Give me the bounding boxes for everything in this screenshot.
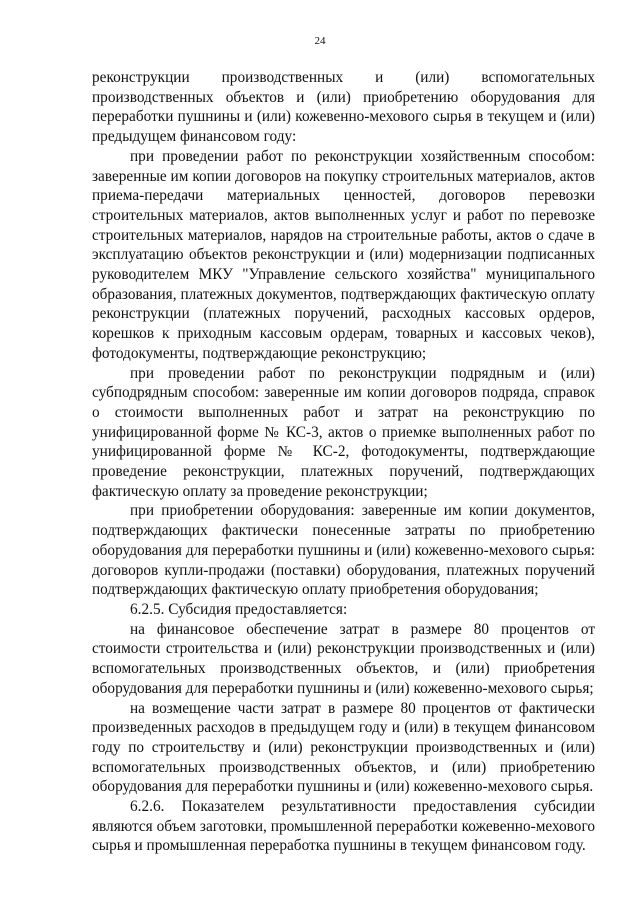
document-body — [92, 68, 595, 856]
paragraph-subsidy-heading: 6.2.5. Субсидия предоставляется: — [130, 600, 348, 618]
paragraph-financial-support: на финансовое обеспечение затрат в размере 80 процентов от стоимости строительства и (или) реконструкции производственных и (или) вспомогательных производственных объектов, и (или) приобретения оборудования для переработки пушнины и (или) кожевенно-мехового сырья; — [92, 620, 595, 697]
page-number: 24 — [314, 35, 326, 47]
paragraph-equipment-purchase: при приобретении оборудования: заверенные им копии документов, подтверждающих фактически понесенные затраты по приобретению оборудования для переработки пушнины и (или) кожевенно-мехового сырья: договоров купли-продажи (поставки) оборудования, платежных поручений подтверждающих фактическую оплату приобретения оборудования; — [92, 502, 595, 599]
paragraph-performance-indicator: 6.2.6. Показателем результативности предоставления субсидии являются объем заготовки, промышленной переработки кожевенно-мехового сырья и промышленная переработка пушнины в текущем финансовом году. — [92, 798, 595, 855]
paragraph-contract-method: при проведении работ по реконструкции подрядным и (или) субподрядным способом: заверенные им копии договоров подряда, справок о стоимости выполненных работ и затрат на реконструкцию по унифицированной форме № КС-3, актов о приемке выполненных работ по унифицированной форме № КС-2, фотодокументы, подтверждающие проведение реконструкции, платежных поручений, подтверждающих фактическую оплату за проведение реконструкции; — [92, 364, 595, 500]
paragraph-economic-method: при проведении работ по реконструкции хозяйственным способом: заверенные им копии договоров на покупку строительных материалов, актов приема-передачи материальных ценностей, договоров перевозки строительных материалов, актов выполненных услуг и работ по перевозке строительных материалов, нарядов на строительные работы, актов о сдаче в эксплуатацию объектов реконструкции и (или) модернизации подписанных руководителем МКУ "Управление сельского хозяйства" муниципального образования, платежных документов, подтверждающих фактическую оплату реконструкции (платежных поручений, расходных кассовых ордеров, корешков к приходным кассовым ордерам, товарных и кассовых чеков), фотодокументы, подтверждающие реконструкцию; — [92, 147, 595, 362]
paragraph-continuation: реконструкции производственных и (или) вспомогательных производственных объектов и (или) приобретению оборудования для переработки пушнины и (или) кожевенно-мехового сырья в текущем и (или) предыдущем финансовом году: — [92, 69, 595, 146]
paragraph-cost-reimbursement: на возмещение части затрат в размере 80 процентов от фактически произведенных расходов в предыдущем году и (или) в текущем финансовом году по строительству и (или) реконструкции производственных и (или) вспомогательных производственных объектов, и (или) приобретению оборудования для переработки пушнины и (или) кожевенно-мехового сырья. — [92, 699, 595, 796]
